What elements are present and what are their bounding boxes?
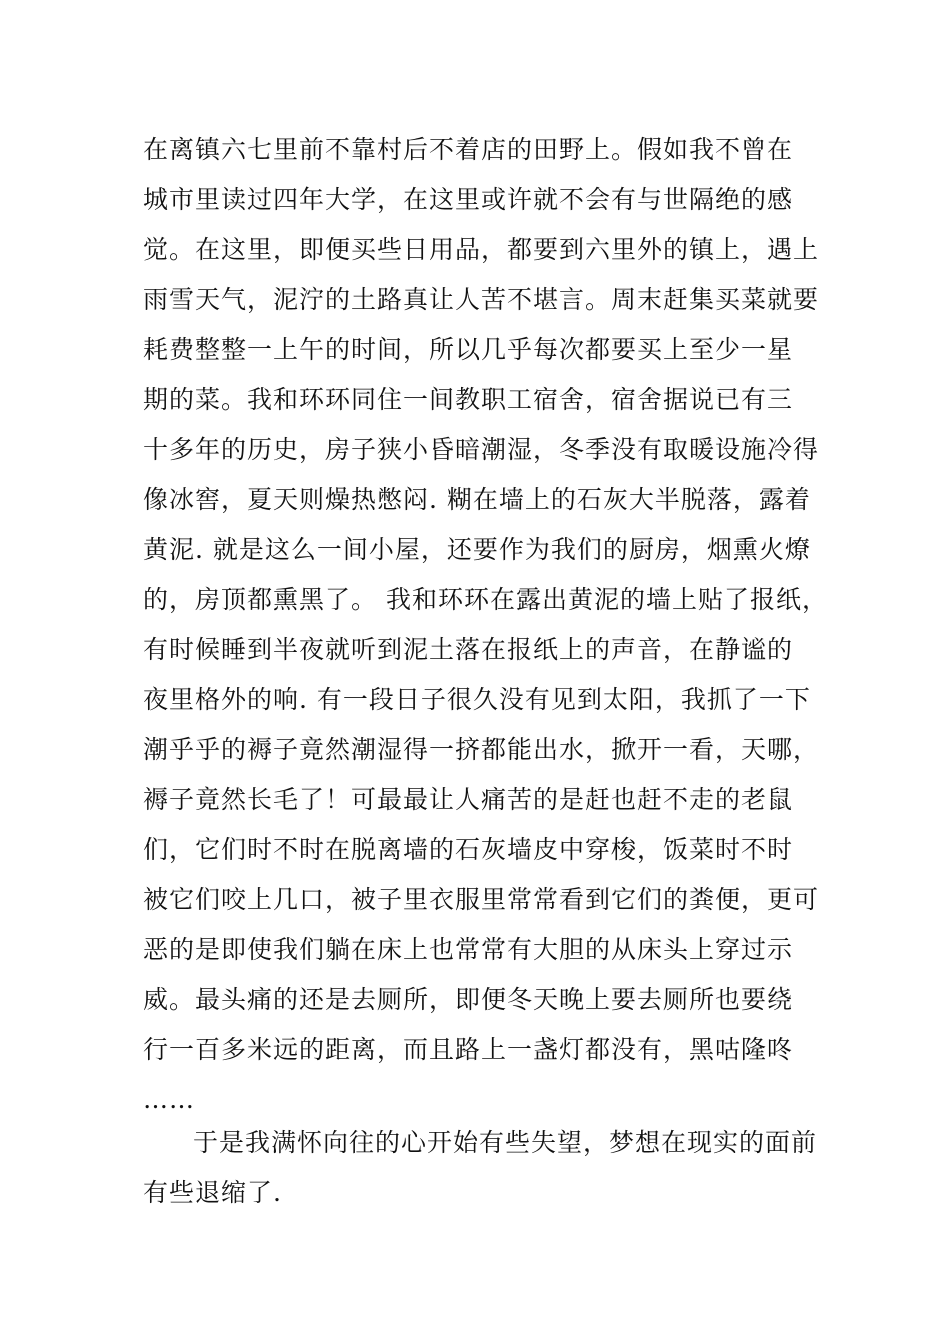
text-line: 于是我满怀向往的心开始有些失望，梦想在现实的面前 <box>193 1128 818 1157</box>
text-line: 耗费整整一上午的时间，所以几乎每次都要买上至少一星 <box>143 335 794 364</box>
text-line: 夜里格外的响. 有一段日子很久没有见到太阳，我抓了一下 <box>143 685 811 714</box>
text-line: 有些退缩了. <box>143 1178 282 1207</box>
text-line: 期的菜。我和环环同住一间教职工宿舍，宿舍据说已有三 <box>143 385 794 414</box>
text-line: 恶的是即使我们躺在床上也常常有大胆的从床头上穿过示 <box>143 935 794 964</box>
text-line: 像冰窖，夏天则燥热憋闷. 糊在墙上的石灰大半脱落，露着 <box>143 485 811 514</box>
ellipsis-line: …… <box>143 1085 195 1114</box>
text-line: 威。最头痛的还是去厕所，即便冬天晚上要去厕所也要绕 <box>143 985 794 1014</box>
text-line: 黄泥. 就是这么一间小屋，还要作为我们的厨房，烟熏火燎 <box>143 535 811 564</box>
text-line: 城市里读过四年大学，在这里或许就不会有与世隔绝的感 <box>143 185 794 214</box>
text-line: 被它们咬上几口，被子里衣服里常常看到它们的粪便，更可 <box>143 885 820 914</box>
text-line: 十多年的历史，房子狭小昏暗潮湿，冬季没有取暖设施冷得 <box>143 435 820 464</box>
text-line: 的，房顶都熏黑了。 我和环环在露出黄泥的墙上贴了报纸， <box>143 585 828 614</box>
text-line: 在离镇六七里前不靠村后不着店的田野上。假如我不曾在 <box>143 135 794 164</box>
text-line: 褥子竟然长毛了！可最最让人痛苦的是赶也赶不走的老鼠 <box>143 785 794 814</box>
text-line: 有时候睡到半夜就听到泥土落在报纸上的声音，在静谧的 <box>143 635 794 664</box>
text-line: 们，它们时不时在脱离墙的石灰墙皮中穿梭，饭菜时不时 <box>143 835 794 864</box>
text-line: 雨雪天气，泥泞的土路真让人苦不堪言。周末赶集买菜就要 <box>143 285 820 314</box>
text-line: 行一百多米远的距离，而且路上一盏灯都没有，黑咕隆咚 <box>143 1035 794 1064</box>
text-line: 潮乎乎的褥子竟然潮湿得一挤都能出水，掀开一看，天哪， <box>143 735 820 764</box>
text-line: 觉。在这里，即便买些日用品，都要到六里外的镇上，遇上 <box>143 235 820 264</box>
